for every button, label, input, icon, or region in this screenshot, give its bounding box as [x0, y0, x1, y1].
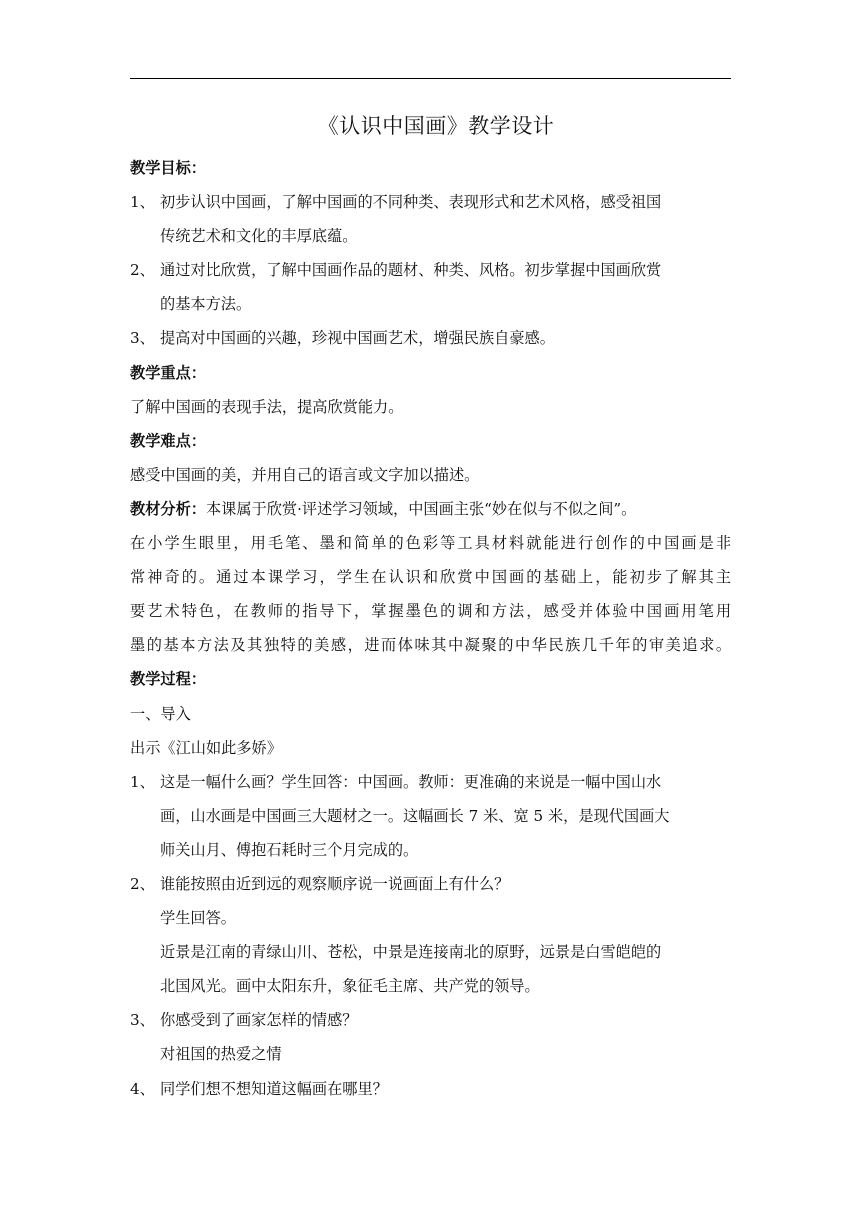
step-text: 你感受到了画家怎样的情感？ [160, 1011, 358, 1030]
analysis-line-5: 墨的基本方法及其独特的美感，进而体味其中凝聚的中华民族几千年的审美追求。 [130, 636, 731, 655]
step-text: 谁能按照由近到远的观察顺序说一说画面上有什么？ [160, 874, 510, 893]
difficulties-heading: 教学难点： [130, 431, 206, 450]
goal-item-2-cont: 的基本方法。 [160, 295, 252, 314]
step-item-2-cont-1: 学生回答。 [160, 909, 236, 928]
analysis-text: 本课属于欣赏·评述学习领域，中国画主张“妙在似与不似之间”。 [205, 499, 637, 518]
difficulties-text: 感受中国画的美，并用自己的语言或文字加以描述。 [130, 465, 480, 484]
step-item-1-cont-1: 画，山水画是中国画三大题材之一。这幅画长 7 米、宽 5 米，是现代国画大 [160, 806, 670, 825]
show-painting-text: 出示《江山如此多娇》 [130, 738, 282, 757]
analysis-line-1 [130, 492, 742, 526]
goal-number: 3、 [130, 329, 155, 348]
step-number: 2、 [130, 874, 155, 893]
document-body [130, 110, 742, 1106]
step-number: 1、 [130, 772, 155, 791]
step-item-2-cont-3: 北国风光。画中太阳东升，象征毛主席、共产党的领导。 [160, 977, 540, 996]
goal-item-1-cont: 传统艺术和文化的丰厚底蕴。 [160, 227, 358, 246]
step-item-2 [130, 867, 742, 901]
step-item-3 [130, 1003, 742, 1037]
goal-text: 初步认识中国画，了解中国画的不同种类、表现形式和艺术风格，感受祖国 [160, 193, 662, 212]
step-item-3-cont-1: 对祖国的热爱之情 [160, 1045, 282, 1064]
step-text: 同学们想不想知道这幅画在哪里？ [160, 1079, 388, 1098]
step-number: 3、 [130, 1011, 155, 1030]
goal-item-3 [130, 321, 742, 355]
goal-number: 2、 [130, 261, 155, 280]
analysis-label: 教材分析： [130, 499, 206, 518]
step-item-2-cont-2: 近景是江南的青绿山川、苍松，中景是连接南北的原野，远景是白雪皑皑的 [160, 943, 662, 962]
step-text: 这是一幅什么画？学生回答：中国画。教师：更准确的来说是一幅中国山水 [160, 772, 662, 791]
goal-item-2 [130, 253, 742, 287]
step-item-4 [130, 1072, 742, 1106]
goals-heading: 教学目标： [130, 159, 206, 177]
goal-number: 1、 [130, 193, 155, 212]
analysis-line-3: 常神奇的。通过本课学习，学生在认识和欣赏中国画的基础上，能初步了解其主 [130, 568, 731, 587]
analysis-line-2: 在小学生眼里，用毛笔、墨和简单的色彩等工具材料就能进行创作的中国画是非 [130, 534, 731, 553]
step-item-1-cont-2: 师关山月、傅抱石耗时三个月完成的。 [160, 840, 419, 859]
step-number: 4、 [130, 1079, 155, 1098]
header-rule [130, 78, 731, 79]
key-points-heading: 教学重点： [130, 363, 206, 382]
goal-item-1 [130, 185, 742, 219]
section-intro-heading: 一、导入 [130, 704, 191, 723]
document-title: 《认识中国画》教学设计 [317, 114, 555, 138]
goal-text: 通过对比欣赏，了解中国画作品的题材、种类、风格。初步掌握中国画欣赏 [160, 261, 662, 280]
analysis-line-4: 要艺术特色，在教师的指导下，掌握墨色的调和方法，感受并体验中国画用笔用 [130, 602, 731, 621]
process-heading: 教学过程： [130, 670, 206, 689]
key-points-text: 了解中国画的表现手法，提高欣赏能力。 [130, 397, 404, 416]
goal-text: 提高对中国画的兴趣，珍视中国画艺术，增强民族自豪感。 [160, 329, 555, 348]
step-item-1 [130, 765, 742, 799]
